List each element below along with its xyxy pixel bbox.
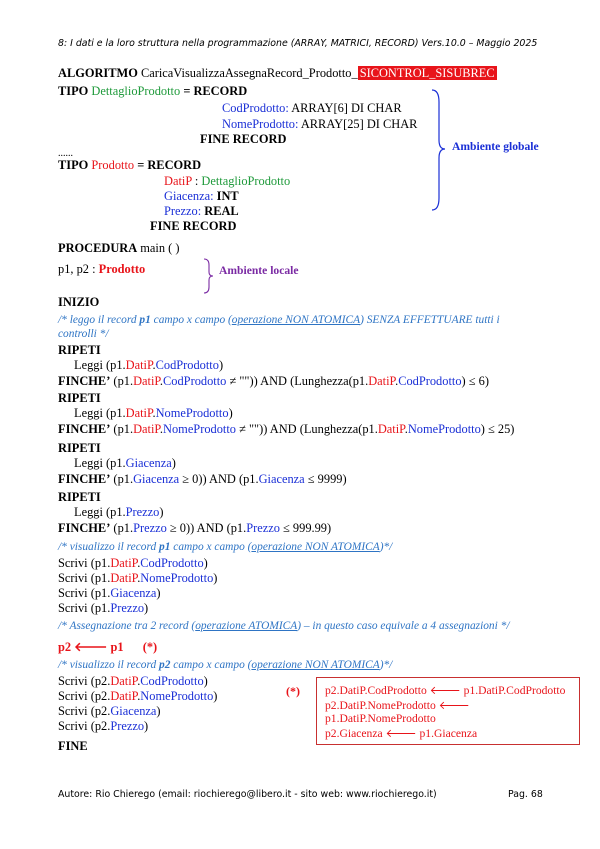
tok: .: [107, 689, 111, 703]
tok: p1: [110, 456, 123, 470]
note-line-3: p1.DatiP.NomeProdotto: [325, 712, 436, 725]
tok: p1: [117, 422, 130, 436]
kw-finche: FINCHE’: [58, 422, 111, 436]
tok: p2: [94, 719, 108, 733]
tok: .: [137, 674, 141, 688]
tok: Lunghezza(: [303, 422, 363, 436]
field-type: REAL: [204, 204, 239, 218]
tok: DatiP: [110, 674, 138, 688]
tok: ): [144, 719, 149, 733]
tok: .: [107, 719, 111, 733]
stmt-scrivi-p2-prezzo: [58, 719, 148, 734]
tok: .: [243, 521, 247, 535]
tok: ≤ 999.99): [279, 521, 332, 535]
page-number: Pag. 68: [508, 789, 543, 800]
comment-part: )*/: [379, 659, 393, 671]
tok: .: [137, 571, 141, 585]
stmt-scrivi-p2-giac: [58, 704, 161, 719]
tok: .: [122, 406, 126, 420]
stmt-finche-nome: [58, 422, 514, 437]
tok: .: [122, 505, 126, 519]
note-line-1: p2.DatiP.CodProdotto 🡐 p1.DatiP.CodProdotto: [325, 684, 566, 697]
assign-note-marker: (*): [142, 640, 158, 654]
tok: Giacenza: [258, 472, 305, 486]
tok: ≥ 0): [166, 521, 191, 535]
tok: Prezzo: [246, 521, 280, 535]
tok: DatiP: [125, 406, 153, 420]
tok: Scrivi (: [58, 601, 95, 615]
stmt-scrivi-p1-nome: [58, 571, 217, 586]
local-brace-icon: [202, 258, 216, 294]
tok: Prezzo: [125, 505, 160, 519]
tok: DatiP: [133, 374, 160, 388]
kw-ripeti: RIPETI: [58, 441, 101, 455]
tok: .: [404, 422, 408, 436]
tok: .: [152, 358, 156, 372]
tok: .: [122, 456, 126, 470]
tok: .: [255, 472, 259, 486]
note-line-4: p2.Giacenza 🡐 p1.Giacenza: [325, 727, 478, 740]
comment-read-record-2: controlli */: [58, 328, 109, 340]
tok: .: [107, 556, 111, 570]
field-type: ARRAY[6] DI CHAR: [291, 101, 402, 115]
comment-part: ) – in questo caso equivale a 4 assegnazioni */: [297, 620, 510, 632]
field-giacenza: [164, 189, 239, 204]
label-ambiente-globale: Ambiente globale: [452, 140, 539, 153]
tok: Scrivi (: [58, 704, 95, 718]
kw-ripeti: RIPETI: [58, 490, 101, 504]
comment-part: /* Assegnazione tra 2 record (: [58, 620, 196, 632]
tok: .: [107, 586, 111, 600]
comment-part: campo x campo (: [170, 659, 252, 671]
vars-type: Prodotto: [98, 262, 146, 276]
algorithm-name: CaricaVisualizzaAssegnaRecord_Prodotto_: [140, 66, 358, 80]
stmt-scrivi-p2-cod: [58, 674, 208, 689]
stmt-scrivi-p1-giac: [58, 586, 161, 601]
kw-procedura: PROCEDURA: [58, 241, 138, 255]
tok: ) AND (: [263, 422, 304, 436]
tok: DatiP: [133, 422, 160, 436]
comment-part: campo x campo (: [170, 541, 252, 553]
tok: Scrivi (: [58, 689, 95, 703]
stmt-scrivi-p1-prezzo: [58, 601, 148, 616]
tok: ) AND (: [202, 472, 244, 486]
kw-ripeti: RIPETI: [58, 343, 101, 357]
tok: ) ≤ 6): [461, 374, 489, 388]
tok: .: [122, 358, 126, 372]
tok: p1: [110, 406, 123, 420]
field-type: DettaglioProdotto: [201, 174, 291, 188]
comment-show-p2: [58, 659, 392, 671]
procedure-line: [58, 241, 180, 256]
comment-part: /* visualizzo il record: [58, 659, 160, 671]
tok: Leggi (: [74, 406, 111, 420]
tok: .: [137, 689, 141, 703]
tok: p1: [117, 521, 130, 535]
kw-fine-record-2: FINE RECORD: [150, 219, 237, 233]
type-prodotto-header: [58, 158, 201, 173]
tok: p1: [94, 601, 108, 615]
tok: p1: [362, 422, 375, 436]
tok: .: [137, 556, 141, 570]
comment-read-record-1: [58, 314, 500, 326]
tok: ): [203, 674, 208, 688]
tok: .: [365, 374, 369, 388]
comment-part: )*/: [379, 541, 393, 553]
page-footer-author: Autore: Rio Chierego (email: riochierego@libero.it - sito web: www.riochierego.it): [58, 789, 437, 800]
comment-part: p1: [139, 314, 151, 326]
tok: p1: [94, 556, 108, 570]
tok: Prezzo: [110, 601, 145, 615]
field-name: NomeProdotto:: [222, 117, 299, 131]
tok: .: [129, 422, 134, 436]
tok: ) AND (: [190, 521, 231, 535]
stmt-assign-p2-p1: [58, 640, 157, 655]
assignment-note-box: [316, 677, 580, 745]
algorithm-tag: SICONTROL_SISUBREC: [359, 66, 495, 80]
stmt-scrivi-p2-nome: [58, 689, 217, 704]
tok: Scrivi (: [58, 571, 95, 585]
tok: DatiP: [377, 422, 405, 436]
tok: DatiP: [125, 358, 153, 372]
tok: p1: [110, 505, 123, 519]
tok: Leggi (: [74, 456, 111, 470]
tok: Prezzo: [110, 719, 145, 733]
tok: p1: [117, 374, 130, 388]
stmt-finche-prezzo: [58, 521, 331, 536]
tok: p2: [94, 689, 108, 703]
kw-algoritmo: ALGORITMO: [58, 66, 138, 80]
vars-list: p1, p2 :: [58, 262, 99, 276]
field-type: INT: [216, 189, 239, 203]
algorithm-line: [58, 66, 497, 81]
comment-show-p1: [58, 541, 392, 553]
stmt-finche-cod: [58, 374, 489, 389]
comment-part: p2: [159, 659, 171, 671]
kw-tipo: TIPO: [58, 84, 89, 98]
page-header: 8: I dati e la loro struttura nella programmazione (ARRAY, MATRICI, RECORD) Vers.10.0 – Maggio 2025: [58, 38, 538, 49]
tok: Giacenza: [125, 456, 172, 470]
tok: (: [110, 521, 118, 535]
tok: NomeProdotto: [163, 422, 236, 436]
field-name: DatiP: [164, 174, 192, 188]
kw-record: = RECORD: [183, 84, 248, 98]
tok: (: [110, 422, 118, 436]
tok: .: [129, 374, 134, 388]
note-box-marker: (*): [286, 684, 300, 698]
tok: NomeProdotto: [140, 571, 214, 585]
kw-fine-record: FINE RECORD: [200, 132, 287, 146]
local-vars: [58, 262, 145, 277]
field-type: ARRAY[25] DI CHAR: [300, 117, 418, 131]
stmt-scrivi-p1-cod: [58, 556, 208, 571]
tok: .: [107, 674, 111, 688]
tok: Scrivi (: [58, 719, 95, 733]
tok: Scrivi (: [58, 556, 95, 570]
tok: ≠ ""): [226, 374, 254, 388]
field-sep: :: [191, 174, 202, 188]
tok: p1: [110, 358, 123, 372]
tok: (: [110, 472, 118, 486]
kw-finche: FINCHE’: [58, 521, 111, 535]
field-nomeprodotto: [222, 117, 417, 132]
tok: Leggi (: [74, 358, 111, 372]
comment-part: /* visualizzo il record: [58, 541, 160, 553]
tok: ): [156, 586, 161, 600]
tok: Giacenza: [110, 586, 157, 600]
kw-record: = RECORD: [137, 158, 202, 172]
tok: Prezzo: [133, 521, 167, 535]
type-dettaglio-header: [58, 84, 247, 99]
tok: Scrivi (: [58, 586, 95, 600]
field-codprodotto: [222, 101, 402, 116]
comment-part: /* leggo il record: [58, 314, 140, 326]
tok: (: [110, 374, 118, 388]
comment-part: operazione NON ATOMICA: [231, 314, 361, 326]
comment-part: campo x campo (: [150, 314, 232, 326]
tok: p1: [243, 472, 256, 486]
kw-finche: FINCHE’: [58, 374, 111, 388]
tok: DatiP: [110, 689, 138, 703]
type-prodotto-name: Prodotto: [91, 158, 135, 172]
note-line-2: p2.DatiP.NomeProdotto 🡐: [325, 699, 470, 712]
tok: p2: [94, 674, 108, 688]
field-name: Giacenza:: [164, 189, 214, 203]
kw-finche: FINCHE’: [58, 472, 111, 486]
assign-stmt: p2 🡐 p1: [58, 640, 124, 654]
tok: Giacenza: [110, 704, 157, 718]
tok: DatiP: [368, 374, 396, 388]
kw-inizio: INIZIO: [58, 295, 100, 309]
tok: NomeProdotto: [140, 689, 214, 703]
tok: ): [203, 556, 208, 570]
tok: ≥ 0): [179, 472, 203, 486]
comment-part: operazione NON ATOMICA: [251, 659, 380, 671]
tok: CodProdotto: [163, 374, 227, 388]
tok: ) AND (: [253, 374, 295, 388]
field-datip: [164, 174, 290, 189]
field-name: Prezzo:: [164, 204, 202, 218]
tok: .: [395, 374, 399, 388]
tok: ): [144, 601, 149, 615]
tok: p1: [94, 586, 108, 600]
label-ambiente-locale: Ambiente locale: [219, 264, 299, 277]
tok: ≤ 9999): [304, 472, 347, 486]
stmt-leggi-nome: [74, 406, 233, 421]
tok: p1: [117, 472, 130, 486]
tok: NomeProdotto: [407, 422, 481, 436]
stmt-leggi-cod: [74, 358, 223, 373]
tok: .: [129, 472, 134, 486]
comment-assignment: [58, 620, 510, 632]
comment-part: ) SENZA EFFETTUARE tutti i: [360, 314, 500, 326]
procedure-name: main ( ): [140, 241, 180, 255]
tok: CodProdotto: [155, 358, 219, 372]
tok: ): [171, 456, 176, 470]
tok: ≠ ""): [236, 422, 264, 436]
ellipsis-dots: ......: [58, 148, 73, 159]
tok: .: [107, 601, 111, 615]
tok: .: [159, 422, 164, 436]
tok: CodProdotto: [140, 674, 204, 688]
tok: ): [218, 358, 224, 372]
tok: .: [107, 571, 111, 585]
kw-fine: FINE: [58, 739, 88, 753]
tok: .: [129, 521, 134, 535]
tok: Giacenza: [133, 472, 180, 486]
tok: NomeProdotto: [155, 406, 229, 420]
tok: p2: [94, 704, 108, 718]
tok: ) ≤ 25): [480, 422, 515, 436]
comment-part: p1: [159, 541, 171, 553]
tok: p1: [94, 571, 108, 585]
field-name: CodProdotto:: [222, 101, 289, 115]
kw-ripeti: RIPETI: [58, 391, 101, 405]
tok: CodProdotto: [140, 556, 204, 570]
tok: Scrivi (: [58, 674, 95, 688]
type-dettaglio-name: DettaglioProdotto: [91, 84, 181, 98]
tok: DatiP: [110, 556, 138, 570]
tok: Leggi (: [74, 505, 111, 519]
tok: CodProdotto: [398, 374, 462, 388]
tok: Lunghezza(: [294, 374, 353, 388]
tok: ): [213, 689, 218, 703]
global-brace-icon: [430, 88, 450, 214]
field-prezzo: [164, 204, 239, 219]
tok: DatiP: [110, 571, 138, 585]
tok: ): [159, 505, 164, 519]
comment-part: operazione NON ATOMICA: [251, 541, 380, 553]
stmt-leggi-giacenza: [74, 456, 176, 471]
tok: .: [152, 406, 156, 420]
tok: p1: [352, 374, 366, 388]
comment-part: operazione ATOMICA: [195, 620, 298, 632]
stmt-leggi-prezzo: [74, 505, 164, 520]
tok: ): [228, 406, 233, 420]
tok: ): [213, 571, 218, 585]
tok: .: [374, 422, 378, 436]
tok: ): [156, 704, 161, 718]
tok: .: [107, 704, 111, 718]
kw-tipo: TIPO: [58, 158, 89, 172]
tok: .: [159, 374, 164, 388]
stmt-finche-giacenza: [58, 472, 347, 487]
tok: p1: [230, 521, 244, 535]
